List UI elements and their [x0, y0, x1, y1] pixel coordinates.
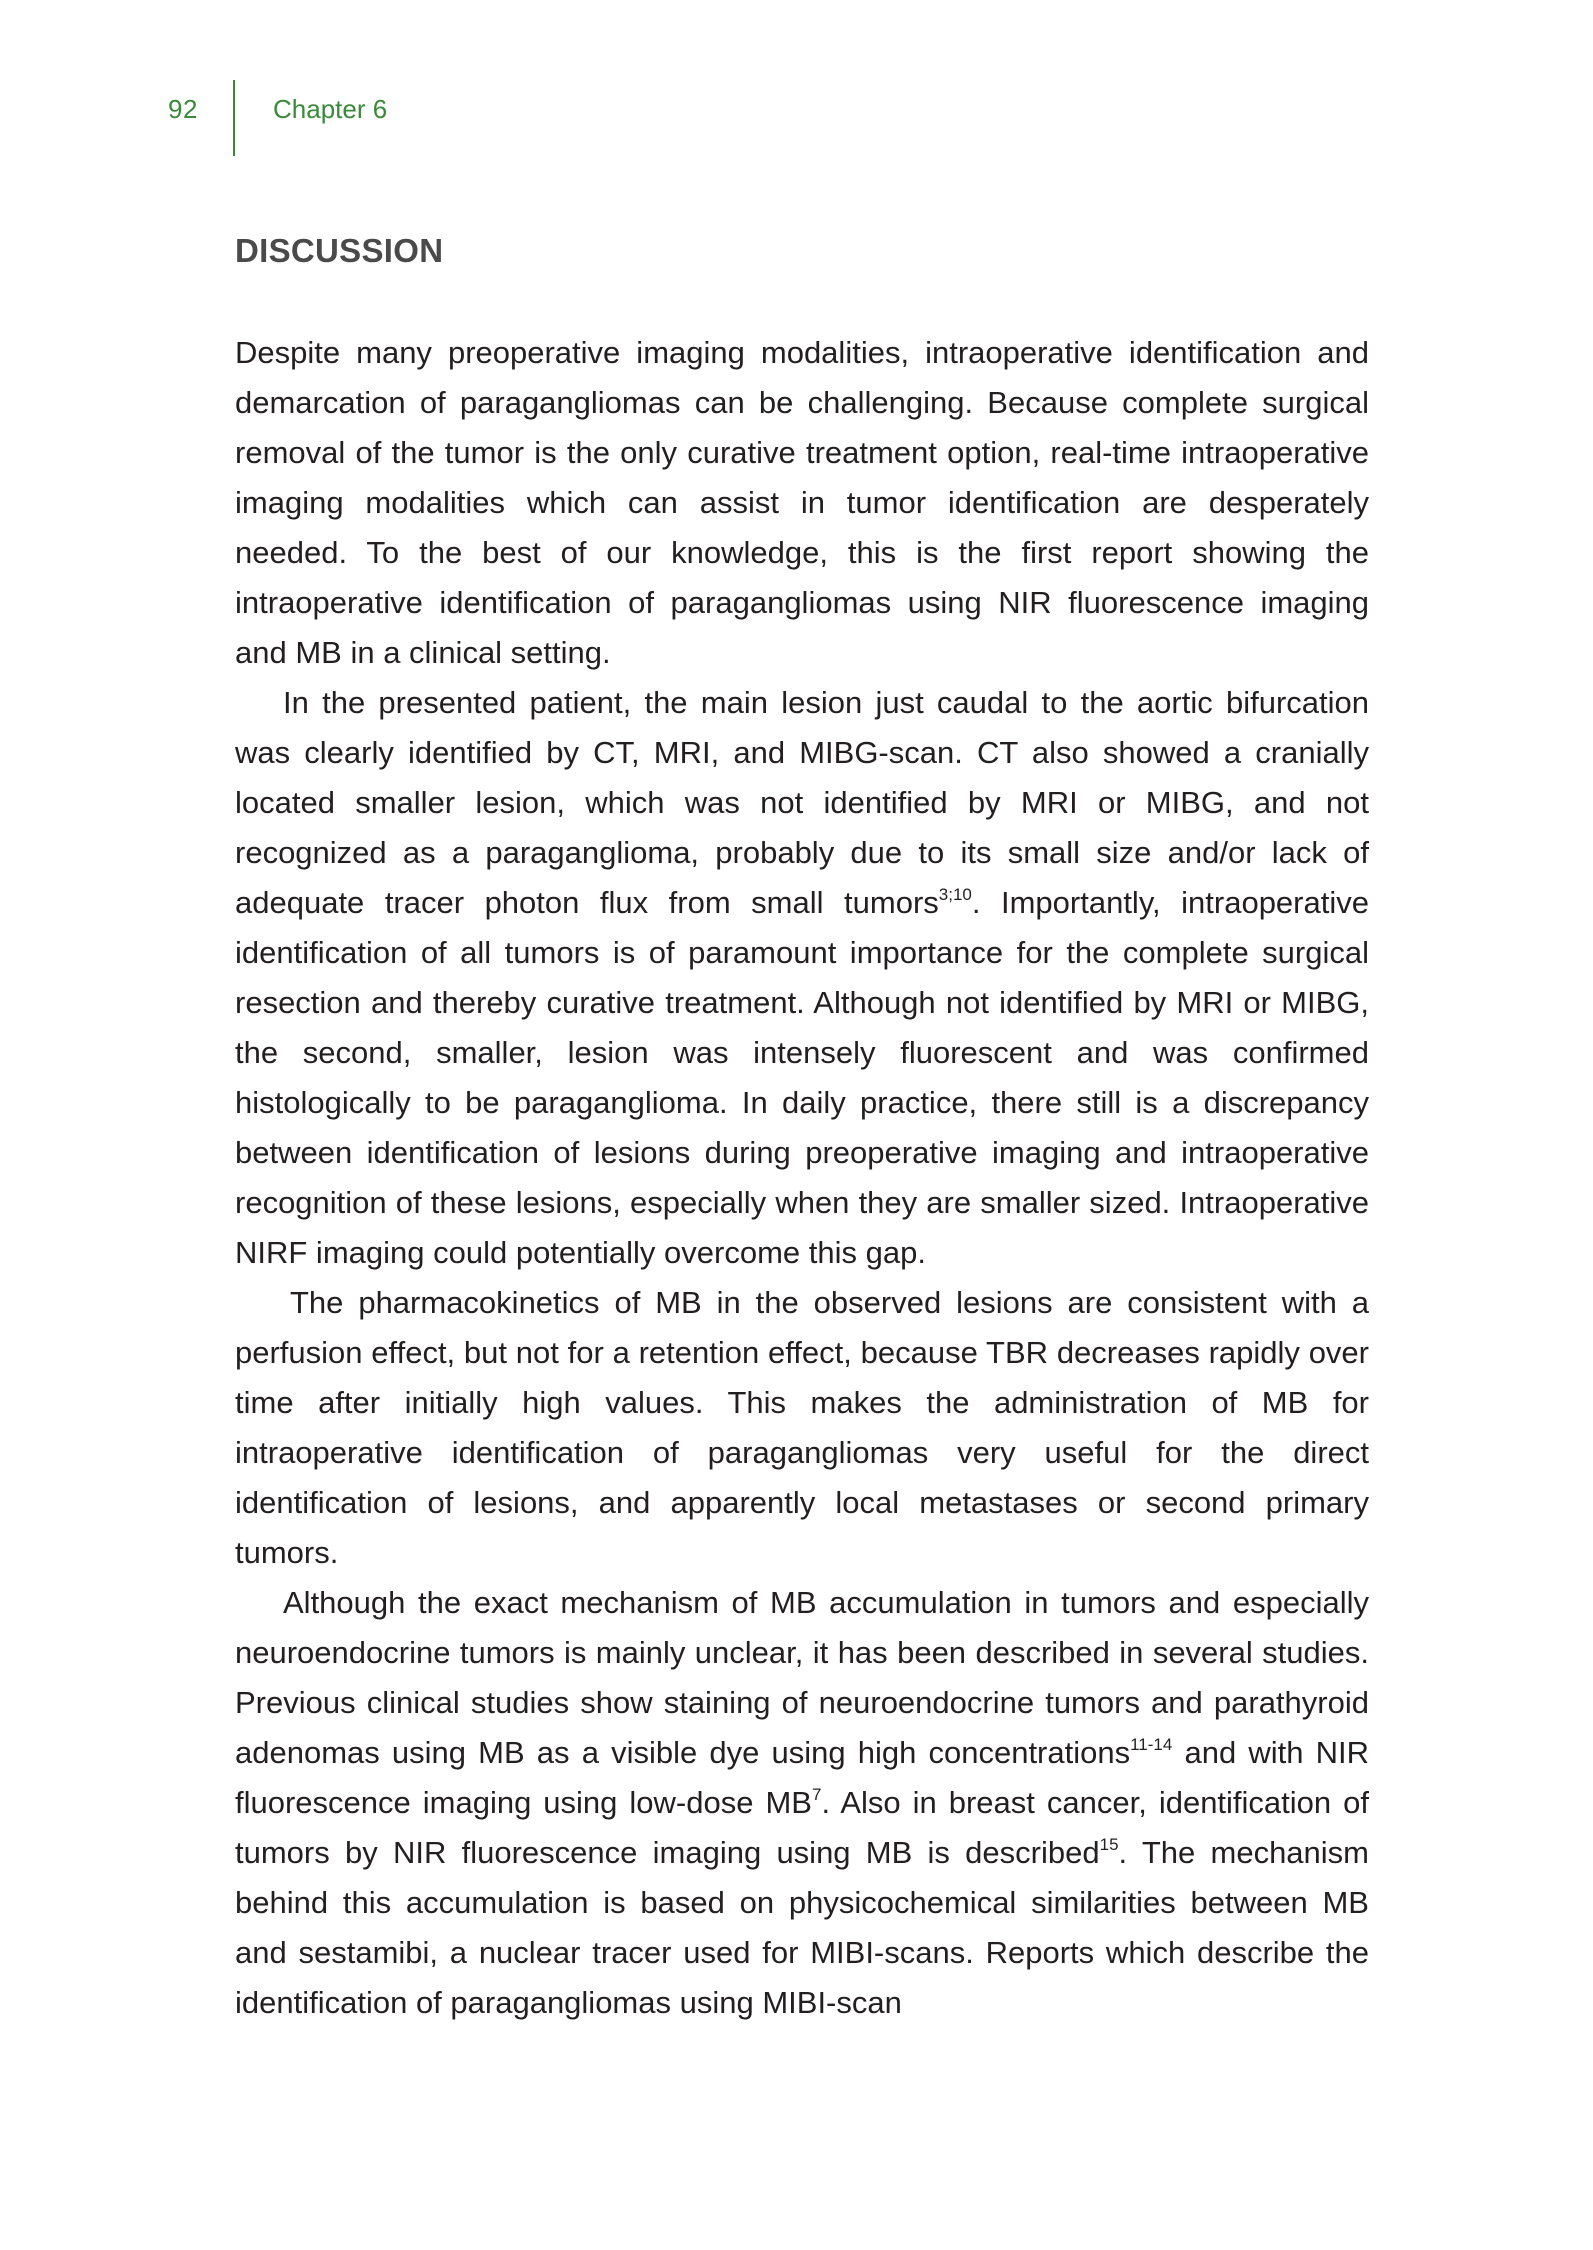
main-content	[235, 232, 1369, 2028]
reference-superscript: 3;10	[938, 884, 972, 904]
paragraph-4	[235, 1578, 1369, 2028]
page-header	[0, 78, 1593, 158]
page-number: 92	[168, 94, 198, 124]
paragraph-3	[235, 1278, 1369, 1578]
section-heading: DISCUSSION	[235, 232, 444, 269]
paragraph-3-text: The pharmacokinetics of MB in the observed lesions are consistent with a perfusion effect, but not for a retention effect, because TBR decreases rapidly over time after initially high values. This makes the administration of MB for intraoperative identification of paragangliomas very useful for the direct identification of lesions, and apparently local metastases or second primary tumors.	[235, 1285, 1369, 1570]
paragraph-4-text-d: . The mechanism behind this accumulation is based on physicochemical similarities between MB and sestamibi, a nuclear tracer used for MIBI-scans. Reports which describe the identification of paragangliomas using MIBI-scan	[235, 1835, 1369, 2020]
reference-superscript: 15	[1099, 1834, 1119, 1854]
paragraph-4-text-a: Although the exact mechanism of MB accumulation in tumors and especially neuroendocrine tumors is mainly unclear, it has been described in several studies. Previous clinical studies show staining of neuroendocrine tumors and parathyroid adenomas using MB as a visible dye using high concentrations	[235, 1585, 1369, 1770]
paragraph-2-text-b: . Importantly, intraoperative identification of all tumors is of paramount importance for the complete surgical resection and thereby curative treatment. Although not identified by MRI or MIBG, the second, smaller, lesion was intensely fluorescent and was confirmed histologically to be paraganglioma. In daily practice, there still is a discrepancy between identification of lesions during preoperative imaging and intraoperative recognition of these lesions, especially when they are smaller sized. Intraoperative NIRF imaging could potentially overcome this gap.	[235, 885, 1369, 1270]
reference-superscript: 7	[811, 1784, 822, 1804]
reference-superscript: 11-14	[1130, 1734, 1173, 1754]
paragraph-1: Despite many preoperative imaging modalities, intraoperative identification and demarcation of paragangliomas can be challenging. Because complete surgical removal of the tumor is the only curative treatment option, real-time intraoperative imaging modalities which can assist in tumor identification are desperately needed. To the best of our knowledge, this is the first report showing the intraoperative identification of paragangliomas using NIR fluorescence imaging and MB in a clinical setting.	[235, 335, 1369, 670]
header-divider	[233, 80, 235, 156]
paragraph-2-text-a: In the presented patient, the main lesion just caudal to the aortic bifurcation was clearly identified by CT, MRI, and MIBG-scan. CT also showed a cranially located smaller lesion, which was not identified by MRI or MIBG, and not recognized as a paraganglioma, probably due to its small size and/or lack of adequate tracer photon flux from small tumors	[235, 685, 1369, 920]
chapter-label: Chapter 6	[273, 94, 388, 124]
paragraph-4-text-c: . Also in breast cancer, identification of tumors by NIR fluorescence imaging using MB is described	[235, 1785, 1369, 1870]
paragraph-2	[235, 678, 1369, 1278]
paragraph-4-text-b: and with NIR fluorescence imaging using low-dose MB	[235, 1735, 1369, 1820]
